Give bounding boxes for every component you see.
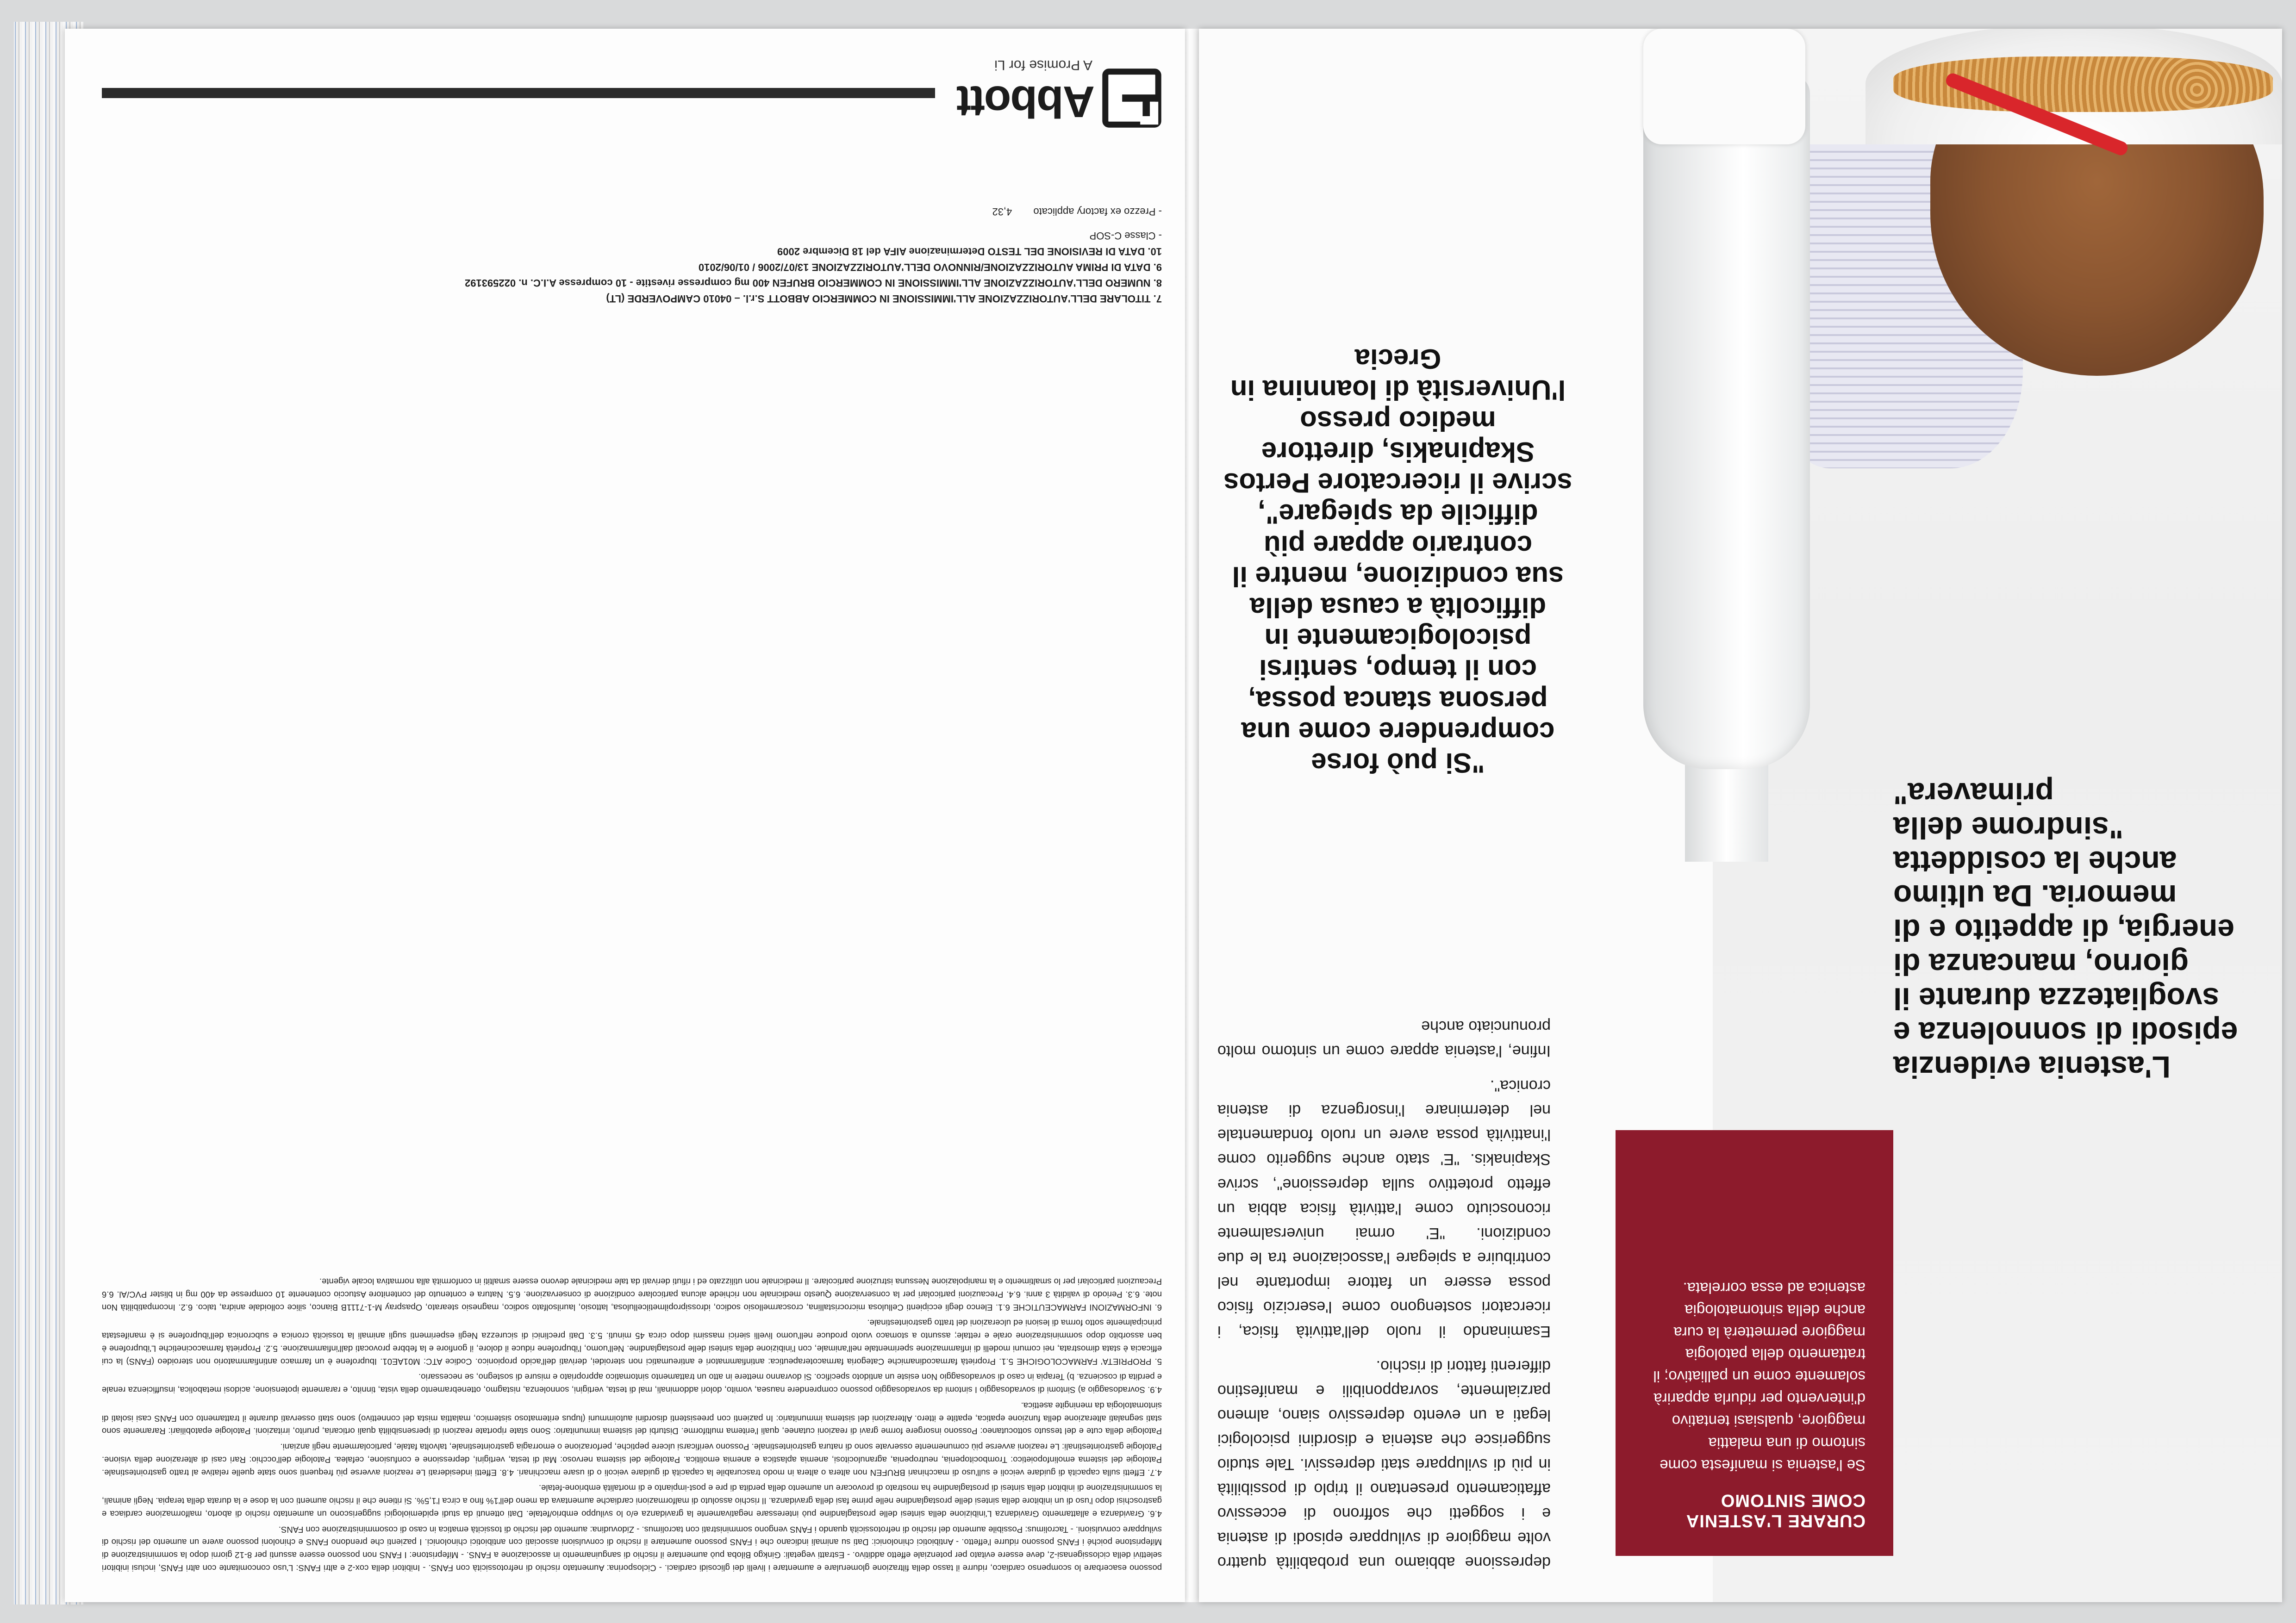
price-value: 4,32 bbox=[992, 205, 1012, 218]
drug-leaflet-text bbox=[102, 325, 1162, 1574]
photo-bottle-base bbox=[1643, 29, 1805, 144]
leaflet-page bbox=[65, 29, 1185, 1602]
leaflet-pharmaceutical-info: 6. INFORMAZIONI FARMACEUTICHE 6.1. Elenco degli eccipienti Cellulosa microcristallina, croscarmellosio sodico, idrossipropilmetilcellulosa, lattosio, laurilsolfato sodico, magnesio stearato, Opaspray M-1-7111B Bianco, silice colloidale anidra, talco. 6.2. Incompatibilità Non note. 6.3. Periodo di validità 3 anni. 6.4. Precauzioni particolari per la conservazione Questo medicinale non richiede alcuna particolare condizione di conservazione. 6.5. Natura e contenuto del contenitore Astuccio contenente 10 compresse da 400 mg in blister PVC/Al. 6.6 Precauzioni particolari per lo smaltimento e la manipolazione Nessuna istruzione particolare. Il medicinale non utilizzato ed i rifiuti derivati da tale medicinale devono essere smaltiti in conformità alla normativa locale vigente. bbox=[102, 1277, 1162, 1312]
leaflet-interactions: possono esacerbare lo scompenso cardiaco, ridurre il tasso della filtrazione glomerulare e aumentare i livelli dei glicosidi cardiaci. - Ciclosporina: Aumentato rischio di nefrotossicità con FANS. - Inibitori della cox-2 e altri FANS: L'uso concomitante con altri FANS, inclusi inibitori selettivi della ciclossigenasi-2, deve essere evitato per potenziale effetto additivo. - Estratti vegetali: Ginkgo Biloba può aumentare il rischio di sanguinamento in associazione a FANS. - Mifepristone: I FANS non possono essere assunti per 8-12 giorni dopo la somministrazione di Mifepristone poiché i FANS possono ridurre l'effetto. - Antibiotici chinolonici: Dati su animali indicano che i FANS possono aumentare il rischio di convulsioni associati con antibiotici chinolonici. I pazienti che prendono FANS e chinoloni possono avere un aumento del rischio di sviluppare convulsioni. - Tacrolimus: Possibile aumento del rischio di nefrotossicità quando i FANS vengono somministrati con tacrolimus. - Zidovudina: aumento del rischio di tossicità ematica in caso di cosomministrazione con FANS. bbox=[102, 1524, 1162, 1573]
photo-bottle-neck bbox=[1685, 760, 1768, 862]
abbott-wordmark: Abbott bbox=[957, 77, 1095, 126]
photo-milk-bottle bbox=[1643, 75, 1810, 769]
revision-line: 10. DATA DI REVISIONE DEL TESTO Determinazione AIFA del 18 Dicembre 2009 bbox=[777, 245, 1162, 257]
price-label: - Prezzo ex factory applicato bbox=[1033, 205, 1162, 218]
pull-quote-astenia: L'astenia evidenzia episodi di sonnolenza e svogliatezza durante il giorno, mancanza di energia, di appetito e di memoria. Da ultimo anche la cosiddetta "sindrome della primavera" bbox=[1893, 776, 2238, 1084]
sidebar-box-body: Se l'astenia si manifesta come sintomo di una malattia maggiore, qualsiasi tentativo d'intervento per ridurla apparirà solamente come un palliativo; il trattamento della patologia maggiore permetterà la cura anche della sintomatologia astenica ad essa correlata. bbox=[1653, 1279, 1866, 1474]
class-line: - Classe C-SOP bbox=[1089, 230, 1162, 242]
authorization-info bbox=[144, 203, 1162, 306]
aic-line: 8. NUMERO DELL'AUTORIZZAZIONE ALL'IMMISSIONE IN COMMERCIO BRUFEN 400 mg compresse rivestite - 10 compresse A.I.C. n. 022593192 bbox=[464, 277, 1162, 289]
sidebar-box-curare-astenia bbox=[1616, 1130, 1893, 1556]
article-paragraph: depressione abbiamo una probabilità quattro volte maggiore di sviluppare episodi di astenia e i soggetti che soffrono di eccessivo affaticamento presentano il triplo di possibilità in più di sviluppare stati depressivi. Tale studio suggerisce che astenia e disordini psicologici legati a un evento depressivo siano, almeno parzialmente, sovrapponibili e manifestino differenti fattori di rischio. bbox=[1217, 1357, 1551, 1571]
holder-line: 7. TITOLARE DELL'AUTORIZZAZIONE ALL'IMMISSIONE IN COMMERCIO ABBOTT S.r.l. – 04010 CAMPOVERDE (LT) bbox=[606, 293, 1162, 305]
leaflet-skin-immune: Patologie della cute e del tessuto sottocutaneo: Possono insorgere forme gravi di reazioni cutanee, quali l'eritema multiforme. Disturbi del sistema immunitario: Sono state riportate reazioni di ipersensibilità quali orticaria, prurito, irritazioni. Patologie epatobiliari: Raramente sono stati segnalati alterazione della funzione epatica, epatite e ittero. Alterazioni del sistema immunitario: In pazienti con preesistenti disordini autoimmuni (lupus eritematoso sistemico, malattia mista del connettivo) sono stati osservati durante il trattamento con FANS casi isolati di sintomatologia da meningite asettica. bbox=[102, 1401, 1162, 1436]
sidebar-box-title: CURARE L'ASTENIA COME SINTOMO bbox=[1686, 1491, 1866, 1530]
pull-quote-skapinakis: "Si può forse comprendere come una persona stanca possa, con il tempo, sentirsi psicologicamente in difficoltà a causa della sua condizione, mentre il contrario appare più difficile da spiegare", scrive il ricercatore Pertos Skapinakis, direttore medico presso l'Università di Ioannina in Grecia bbox=[1223, 343, 1572, 778]
leaflet-overdose: 4.9. Sovradosaggio a) Sintomi di sovradosaggio I sintomi da sovradosaggio possono comprendere nausea, vomito, dolori addominali, mal di testa, vertigini, sonnolenza, nistagmo, ottenebramento della vista, tinnito, e raramente ipotensione, acidosi metabolica, insufficienza renale e perdita di coscienza. b) Terapia in caso di sovradosaggio Non esiste un antidoto specifico. Si dovranno mettere in atto un trattamento sintomatico appropriato e misure di sostegno, se necessario. bbox=[102, 1372, 1162, 1395]
abbott-tagline: A Promise for Li bbox=[994, 57, 1092, 73]
leaflet-pregnancy: 4.6. Gravidanza e allattamento Gravidanza L'inibizione della sintesi delle prostaglandine può interessare negativamente la gravidanza e/o lo sviluppo embrio/fetale. Dati ottenuti da studi epidemiologici suggeriscono un aumentato rischio di aborto, malformazione cardiaca e gastroschisi dopo l'uso di un inibitore della sintesi delle prostaglandine nelle prime fasi della gravidanza. Il rischio assoluto di malformazioni cardiache aumentava da meno dell'1% fino a circa l'1,5%. Si ritiene che il rischio aumenti con la dose e la durata della terapia. Negli animali, la somministrazione di inibitori della sintesi di prostaglandine ha mostrato di provocare un aumento della perdita di pre e post-impianto e di mortalità embrione-fetale. bbox=[102, 1483, 1162, 1519]
abbott-brand bbox=[949, 54, 1162, 133]
price-line bbox=[144, 203, 1162, 219]
abbott-logo-icon bbox=[1102, 68, 1162, 128]
abbott-rule bbox=[102, 88, 935, 98]
article-page bbox=[1199, 29, 2282, 1602]
article-paragraph: Esaminando il ruolo dell'attività fisica, i ricercatori sostengono come l'esercizio fisico possa essere un fattore importante nel contribuire a spiegare l'associazione tra le due condizioni. "E' ormai universalmente riconosciuto come l'attività fisica abbia un effetto protettivo sulla depressione", scrive Skapinakis. "E' stato anche suggerito come l'inattività possa avere un ruolo fondamentale nel determinare l'insorgenza di astenia cronica". bbox=[1217, 1077, 1551, 1340]
leaflet-side-effects: 4.7. Effetti sulla capacità di guidare veicoli e sull'uso di macchinari BRUFEN non altera o altera in modo trascurabile la capacità di guidare veicoli o di usare macchinari. 4.8. Effetti indesiderati Le reazioni avverse più frequenti sono state quelle relative al tratto gastrointestinale. Patologie del sistema emolinfopoietico: Trombocitopenia, neutropenia, agranulocitosi, anemia aplastica e anemia emolitica. Patologie del sistema nervoso: Mal di testa, vertigini, depressione e confusione, cefalea. Patologie dell'occhio: Rari casi di alterazione della visione. Patologie gastrointestinali: Le reazioni avverse più comunemente osservate sono di natura gastrointestinale. Possono verificarsi ulcere peptiche, perforazione o emorragia gastrointestinale, talvolta fatale, particolarmente negli anziani. bbox=[102, 1442, 1162, 1478]
authorization-date-line: 9. DATA DI PRIMA AUTORIZZAZIONE/RINNOVO DELL'AUTORIZZAZIONE 13/07/2006 / 01/06/2010 bbox=[698, 261, 1162, 273]
leaflet-pharmacology: 5. PROPRIETA' FARMACOLOGICHE 5.1. Proprietà farmacodinamiche Categoria farmacoterapeutica: antinfiammatori e antireumatici non steroidei, derivati dell'acido propionico. Codice ATC: M01AE01. Ibuprofene è un farmaco antinfiammatorio non steroideo (FANS) la cui efficacia è stata dimostrata, nei comuni modelli di infiammazione sperimentale nell'animale, con l'inibizione della sintesi delle prostaglandine. Nell'uomo, l'ibuprofene riduce il dolore, il gonfiore e la febbre provocati dall'infiammazione. 5.2. Proprietà farmacocinetiche L'ibuprofene è ben assorbito dopo somministrazione orale e rettale; assunto a stomaco vuoto produce nell'uomo livelli sierici massimi dopo circa 45 minuti. 5.3. Dati preclinici di sicurezza Negli esperimenti sugli animali la tossicità cronica e subcronica dell'ibuprofene si è manifestata principalmente sotto forma di lesioni ed ulcerazioni del tratto gastrointestinale. bbox=[102, 1318, 1162, 1367]
article-paragraph: Infine, l'astenia appare come un sintomo molto pronunciato anche bbox=[1217, 1018, 1551, 1060]
